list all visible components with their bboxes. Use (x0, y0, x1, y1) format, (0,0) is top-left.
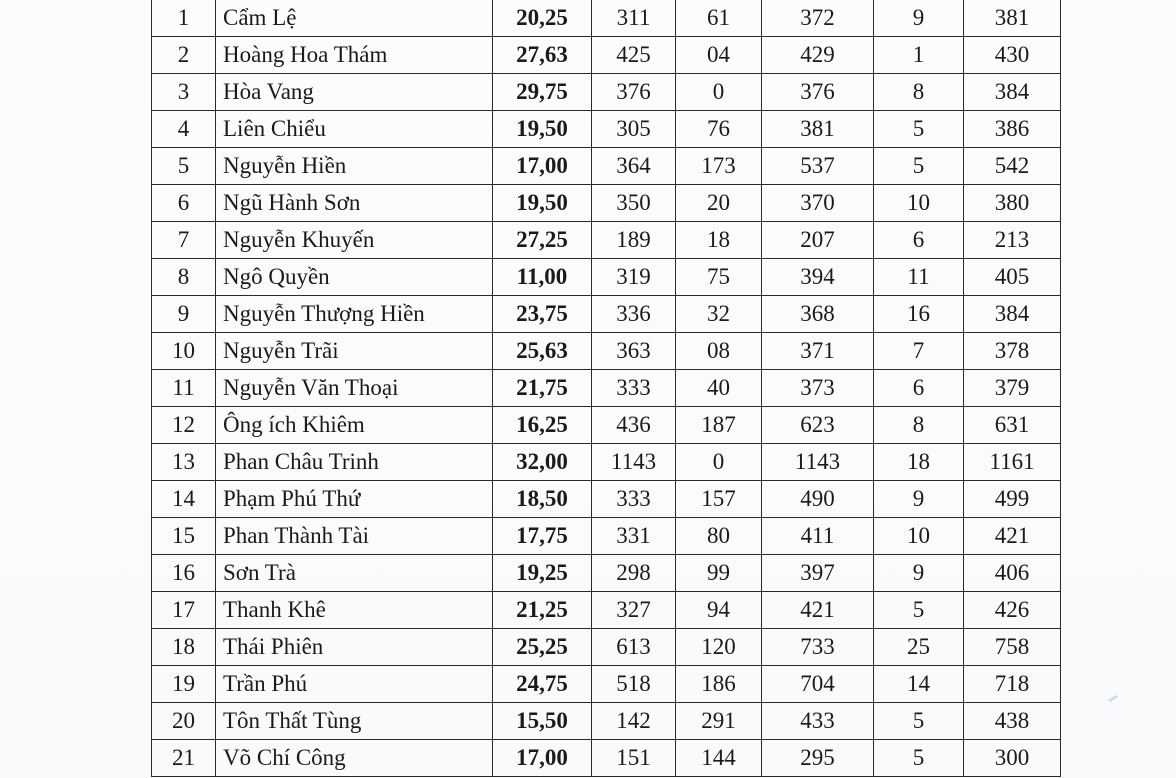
row-number-cell: 9 (152, 296, 216, 333)
school-name-cell: Thanh Khê (216, 592, 493, 629)
school-name-cell: Liên Chiểu (216, 111, 493, 148)
row-number-cell: 16 (152, 555, 216, 592)
count-col-2-cell: 18 (676, 222, 762, 259)
count-col-2-cell: 08 (676, 333, 762, 370)
cutoff-score-cell: 19,25 (493, 555, 592, 592)
count-col-3-cell: 429 (762, 37, 874, 74)
count-col-2-cell: 173 (676, 148, 762, 185)
school-name-cell: Phan Châu Trinh (216, 444, 493, 481)
school-name-cell: Nguyễn Thượng Hiền (216, 296, 493, 333)
row-number-cell: 17 (152, 592, 216, 629)
cutoff-score-cell: 17,00 (493, 148, 592, 185)
count-col-2-cell: 0 (676, 444, 762, 481)
row-number-cell: 20 (152, 703, 216, 740)
count-col-4-cell: 8 (874, 407, 964, 444)
cutoff-score-cell: 25,63 (493, 333, 592, 370)
count-col-2-cell: 75 (676, 259, 762, 296)
count-col-5-cell: 421 (964, 518, 1061, 555)
cutoff-score-cell: 24,75 (493, 666, 592, 703)
count-col-3-cell: 381 (762, 111, 874, 148)
count-col-1-cell: 350 (592, 185, 676, 222)
count-col-3-cell: 421 (762, 592, 874, 629)
table-row (152, 222, 1061, 259)
count-col-1-cell: 363 (592, 333, 676, 370)
count-col-1-cell: 336 (592, 296, 676, 333)
count-col-4-cell: 5 (874, 111, 964, 148)
table-row (152, 111, 1061, 148)
school-name-cell: Trần Phú (216, 666, 493, 703)
count-col-2-cell: 186 (676, 666, 762, 703)
count-col-1-cell: 333 (592, 370, 676, 407)
table-row (152, 296, 1061, 333)
row-number-cell: 11 (152, 370, 216, 407)
cutoff-score-cell: 25,25 (493, 629, 592, 666)
table-row (152, 407, 1061, 444)
school-name-cell: Hòa Vang (216, 74, 493, 111)
count-col-2-cell: 04 (676, 37, 762, 74)
count-col-1-cell: 327 (592, 592, 676, 629)
cutoff-score-cell: 19,50 (493, 111, 592, 148)
count-col-5-cell: 384 (964, 74, 1061, 111)
count-col-2-cell: 144 (676, 740, 762, 777)
school-name-cell: Cẩm Lệ (216, 0, 493, 37)
count-col-4-cell: 9 (874, 481, 964, 518)
cutoff-score-cell: 17,75 (493, 518, 592, 555)
count-col-3-cell: 704 (762, 666, 874, 703)
row-number-cell: 1 (152, 0, 216, 37)
school-name-cell: Nguyễn Trãi (216, 333, 493, 370)
count-col-1-cell: 364 (592, 148, 676, 185)
count-col-4-cell: 5 (874, 740, 964, 777)
count-col-5-cell: 438 (964, 703, 1061, 740)
table-row (152, 444, 1061, 481)
count-col-4-cell: 5 (874, 703, 964, 740)
cutoff-score-cell: 23,75 (493, 296, 592, 333)
count-col-1-cell: 436 (592, 407, 676, 444)
school-name-cell: Nguyễn Khuyến (216, 222, 493, 259)
cutoff-score-cell: 20,25 (493, 0, 592, 37)
row-number-cell: 12 (152, 407, 216, 444)
school-name-cell: Võ Chí Công (216, 740, 493, 777)
table-row (152, 333, 1061, 370)
count-col-1-cell: 333 (592, 481, 676, 518)
row-number-cell: 6 (152, 185, 216, 222)
count-col-5-cell: 631 (964, 407, 1061, 444)
count-col-3-cell: 537 (762, 148, 874, 185)
row-number-cell: 5 (152, 148, 216, 185)
table-row (152, 370, 1061, 407)
cutoff-score-cell: 32,00 (493, 444, 592, 481)
count-col-5-cell: 718 (964, 666, 1061, 703)
count-col-3-cell: 490 (762, 481, 874, 518)
school-name-cell: Tôn Thất Tùng (216, 703, 493, 740)
count-col-5-cell: 381 (964, 0, 1061, 37)
count-col-1-cell: 311 (592, 0, 676, 37)
cutoff-score-cell: 19,50 (493, 185, 592, 222)
count-col-1-cell: 305 (592, 111, 676, 148)
school-name-cell: Thái Phiên (216, 629, 493, 666)
count-col-5-cell: 758 (964, 629, 1061, 666)
count-col-4-cell: 9 (874, 0, 964, 37)
count-col-5-cell: 384 (964, 296, 1061, 333)
count-col-5-cell: 430 (964, 37, 1061, 74)
count-col-2-cell: 20 (676, 185, 762, 222)
school-admission-table (151, 0, 1061, 777)
count-col-2-cell: 99 (676, 555, 762, 592)
count-col-1-cell: 298 (592, 555, 676, 592)
count-col-3-cell: 207 (762, 222, 874, 259)
cutoff-score-cell: 29,75 (493, 74, 592, 111)
table-row (152, 555, 1061, 592)
table-row (152, 185, 1061, 222)
count-col-3-cell: 394 (762, 259, 874, 296)
row-number-cell: 19 (152, 666, 216, 703)
table-row (152, 666, 1061, 703)
school-name-cell: Nguyễn Hiền (216, 148, 493, 185)
table-row (152, 518, 1061, 555)
cutoff-score-cell: 18,50 (493, 481, 592, 518)
table-row (152, 148, 1061, 185)
count-col-1-cell: 376 (592, 74, 676, 111)
count-col-4-cell: 9 (874, 555, 964, 592)
school-name-cell: Ngô Quyền (216, 259, 493, 296)
count-col-3-cell: 372 (762, 0, 874, 37)
count-col-1-cell: 151 (592, 740, 676, 777)
row-number-cell: 2 (152, 37, 216, 74)
cutoff-score-cell: 11,00 (493, 259, 592, 296)
row-number-cell: 15 (152, 518, 216, 555)
count-col-5-cell: 300 (964, 740, 1061, 777)
count-col-3-cell: 376 (762, 74, 874, 111)
table-row (152, 0, 1061, 37)
row-number-cell: 7 (152, 222, 216, 259)
school-name-cell: Nguyễn Văn Thoại (216, 370, 493, 407)
row-number-cell: 18 (152, 629, 216, 666)
table-row (152, 592, 1061, 629)
count-col-2-cell: 94 (676, 592, 762, 629)
count-col-4-cell: 10 (874, 185, 964, 222)
count-col-4-cell: 6 (874, 222, 964, 259)
count-col-3-cell: 623 (762, 407, 874, 444)
table-row (152, 703, 1061, 740)
count-col-4-cell: 11 (874, 259, 964, 296)
cutoff-score-cell: 21,25 (493, 592, 592, 629)
cutoff-score-cell: 27,63 (493, 37, 592, 74)
count-col-1-cell: 518 (592, 666, 676, 703)
count-col-5-cell: 426 (964, 592, 1061, 629)
count-col-4-cell: 5 (874, 148, 964, 185)
school-name-cell: Ngũ Hành Sơn (216, 185, 493, 222)
count-col-5-cell: 379 (964, 370, 1061, 407)
count-col-1-cell: 1143 (592, 444, 676, 481)
school-name-cell: Phan Thành Tài (216, 518, 493, 555)
count-col-4-cell: 18 (874, 444, 964, 481)
count-col-5-cell: 499 (964, 481, 1061, 518)
row-number-cell: 13 (152, 444, 216, 481)
count-col-4-cell: 6 (874, 370, 964, 407)
table-row (152, 74, 1061, 111)
table-row (152, 740, 1061, 777)
count-col-4-cell: 7 (874, 333, 964, 370)
count-col-5-cell: 405 (964, 259, 1061, 296)
count-col-1-cell: 142 (592, 703, 676, 740)
count-col-2-cell: 157 (676, 481, 762, 518)
count-col-5-cell: 406 (964, 555, 1061, 592)
cutoff-score-cell: 27,25 (493, 222, 592, 259)
count-col-3-cell: 397 (762, 555, 874, 592)
count-col-1-cell: 425 (592, 37, 676, 74)
count-col-2-cell: 187 (676, 407, 762, 444)
count-col-2-cell: 80 (676, 518, 762, 555)
count-col-2-cell: 76 (676, 111, 762, 148)
count-col-3-cell: 370 (762, 185, 874, 222)
row-number-cell: 4 (152, 111, 216, 148)
count-col-5-cell: 542 (964, 148, 1061, 185)
count-col-2-cell: 32 (676, 296, 762, 333)
count-col-4-cell: 5 (874, 592, 964, 629)
count-col-3-cell: 368 (762, 296, 874, 333)
count-col-2-cell: 120 (676, 629, 762, 666)
count-col-1-cell: 331 (592, 518, 676, 555)
row-number-cell: 14 (152, 481, 216, 518)
school-name-cell: Ông ích Khiêm (216, 407, 493, 444)
count-col-3-cell: 433 (762, 703, 874, 740)
count-col-2-cell: 0 (676, 74, 762, 111)
table-body (152, 0, 1061, 777)
count-col-2-cell: 291 (676, 703, 762, 740)
count-col-4-cell: 1 (874, 37, 964, 74)
count-col-5-cell: 378 (964, 333, 1061, 370)
count-col-3-cell: 371 (762, 333, 874, 370)
cutoff-score-cell: 15,50 (493, 703, 592, 740)
count-col-5-cell: 380 (964, 185, 1061, 222)
cutoff-score-cell: 17,00 (493, 740, 592, 777)
row-number-cell: 8 (152, 259, 216, 296)
count-col-4-cell: 16 (874, 296, 964, 333)
count-col-3-cell: 1143 (762, 444, 874, 481)
count-col-3-cell: 373 (762, 370, 874, 407)
row-number-cell: 10 (152, 333, 216, 370)
count-col-4-cell: 25 (874, 629, 964, 666)
count-col-1-cell: 613 (592, 629, 676, 666)
school-name-cell: Phạm Phú Thứ (216, 481, 493, 518)
count-col-4-cell: 10 (874, 518, 964, 555)
table-row (152, 259, 1061, 296)
count-col-1-cell: 319 (592, 259, 676, 296)
count-col-3-cell: 733 (762, 629, 874, 666)
scan-artifact-mark (1108, 695, 1118, 703)
count-col-2-cell: 40 (676, 370, 762, 407)
table-row (152, 37, 1061, 74)
count-col-4-cell: 8 (874, 74, 964, 111)
count-col-5-cell: 213 (964, 222, 1061, 259)
count-col-2-cell: 61 (676, 0, 762, 37)
school-name-cell: Sơn Trà (216, 555, 493, 592)
school-name-cell: Hoàng Hoa Thám (216, 37, 493, 74)
count-col-1-cell: 189 (592, 222, 676, 259)
table-row (152, 629, 1061, 666)
table-row (152, 481, 1061, 518)
row-number-cell: 21 (152, 740, 216, 777)
count-col-5-cell: 386 (964, 111, 1061, 148)
row-number-cell: 3 (152, 74, 216, 111)
count-col-3-cell: 411 (762, 518, 874, 555)
count-col-3-cell: 295 (762, 740, 874, 777)
count-col-5-cell: 1161 (964, 444, 1061, 481)
cutoff-score-cell: 21,75 (493, 370, 592, 407)
count-col-4-cell: 14 (874, 666, 964, 703)
cutoff-score-cell: 16,25 (493, 407, 592, 444)
